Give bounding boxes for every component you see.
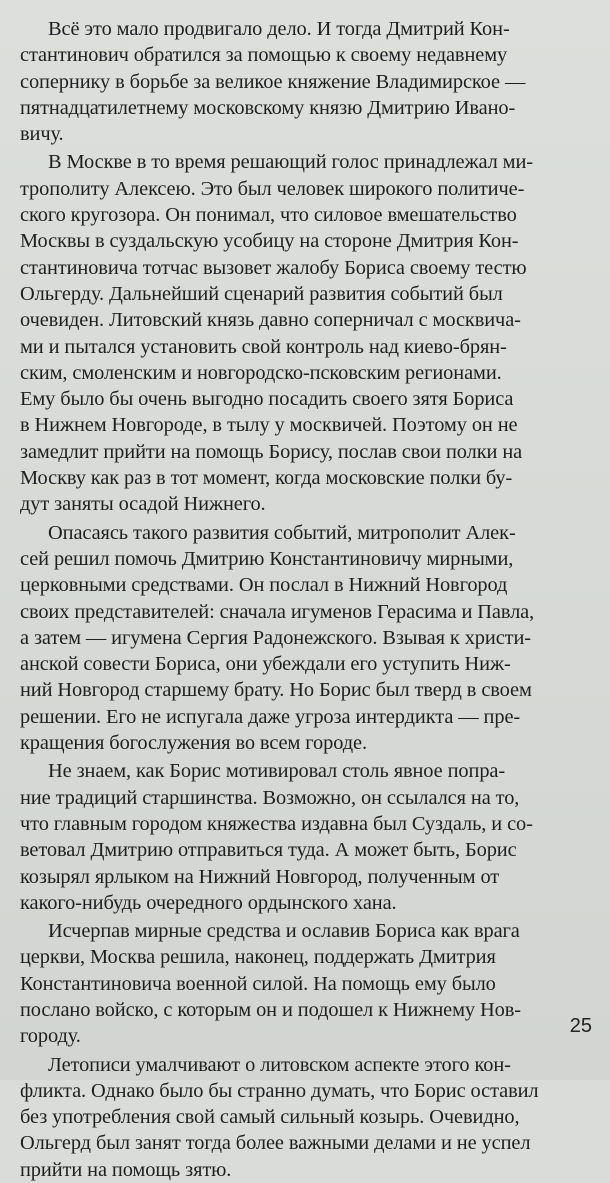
text-line: вичу. [20,123,64,146]
paragraph [20,520,596,757]
text-line: что главным городом княжества издавна был Суздаль, и со- [20,812,533,835]
text-line: В Москве в то время решающий голос принадлежал ми- [48,151,533,174]
text-line: в Нижнем Новгороде, в тылу у москвичей. Поэтому он не [20,414,518,437]
text-line: пятнадцатилетнему московскому князю Дмитрию Ивано- [20,96,516,119]
text-line: анской совести Бориса, они убеждали его уступить Ниж- [20,653,511,676]
text-line: козырял ярлыком на Нижний Новгород, полученным от [20,865,500,888]
text-line: Константиновича военной силой. На помощь ему было [20,972,496,995]
text-line: церковными средствами. Он послал в Нижний Новгород [20,574,508,597]
text-line: прийти на помощь зятю. [20,1158,232,1181]
paragraph [20,1052,596,1183]
text-line: Летописи умалчивают о литовском аспекте этого кон- [48,1053,511,1076]
text-line: Всё это мало продвигало дело. И тогда Дмитрий Кон- [48,18,510,40]
text-line: ского кругозора. Он понимал, что силовое вмешательство [20,204,517,227]
text-line: трополиту Алексею. Это был человек широкого политиче- [20,177,525,200]
text-line: ским, смоленским и новгородско-псковским регионами. [20,361,502,384]
text-line: очевиден. Литовский князь давно соперничал с москвича- [20,309,521,332]
text-line: ми и пытался установить свой контроль над киево-брян- [20,335,507,358]
text-line: церкви, Москва решила, наконец, поддержать Дмитрия [20,946,496,969]
text-line: какого-нибудь очередного ордынского хана. [20,891,397,914]
text-line: послано войско, с которым он и подошел к Нижнему Нов- [20,998,521,1021]
paragraph [20,758,596,916]
text-line: а затем — игумена Сергия Радонежского. Взывая к христи- [20,626,531,649]
text-line: Не знаем, как Борис мотивировал столь явное попра- [48,760,506,783]
text-line: Опасаясь такого развития событий, митрополит Алек- [48,521,516,544]
text-line: сей решил помочь Дмитрию Константиновичу мирными, [20,547,514,570]
text-line: Ему было бы очень выгодно посадить своего зятя Бориса [20,388,514,411]
text-line: Москвы в суздальскую усобицу на стороне Дмитрия Кон- [20,230,519,253]
text-line: своих представителей: сначала игуменов Герасима и Павла, [20,600,535,623]
text-line: фликта. Однако было бы странно думать, что Борис оставил [20,1079,539,1102]
text-line: без употребления свой самый сильный козырь. Очевидно, [20,1106,520,1129]
text-line: Исчерпав мирные средства и ославив Бориса как врага [48,920,520,943]
paragraph [20,149,596,517]
paragraph [20,16,596,147]
text-line: решении. Его не испугала даже угроза интердикта — пре- [20,705,521,728]
text-line: ний Новгород старшему брату. Но Борис был тверд в своем [20,679,532,702]
text-line: кращения богослужения во всем городе. [20,732,367,755]
text-line: Ольгерд был занят тогда более важными делами и не успел [20,1132,531,1155]
text-line: стантинович обратился за помощью к своему недавнему [20,44,508,67]
text-line: стантиновича тотчас вызовет жалобу Бориса своему тестю [20,256,527,279]
text-line: городу. [20,1025,81,1048]
text-line: дут заняты осадой Нижнего. [20,493,266,516]
text-line: ние традиций старшинства. Возможно, он ссылался на то, [20,786,520,809]
paragraph [20,918,596,1049]
text-line: Ольгерду. Дальнейший сценарий развития событий был [20,282,503,305]
text-line: замедлит прийти на помощь Борису, послав свои полки на [20,440,523,463]
text-line: Москву как раз в тот момент, когда московские полки бу- [20,467,513,490]
text-line: сопернику в борьбе за великое княжение Владимирское — [20,70,526,93]
text-line: ветовал Дмитрию отправиться туда. А может быть, Борис [20,839,517,862]
body-text [20,16,596,1183]
page-number: 25 [569,1015,592,1037]
